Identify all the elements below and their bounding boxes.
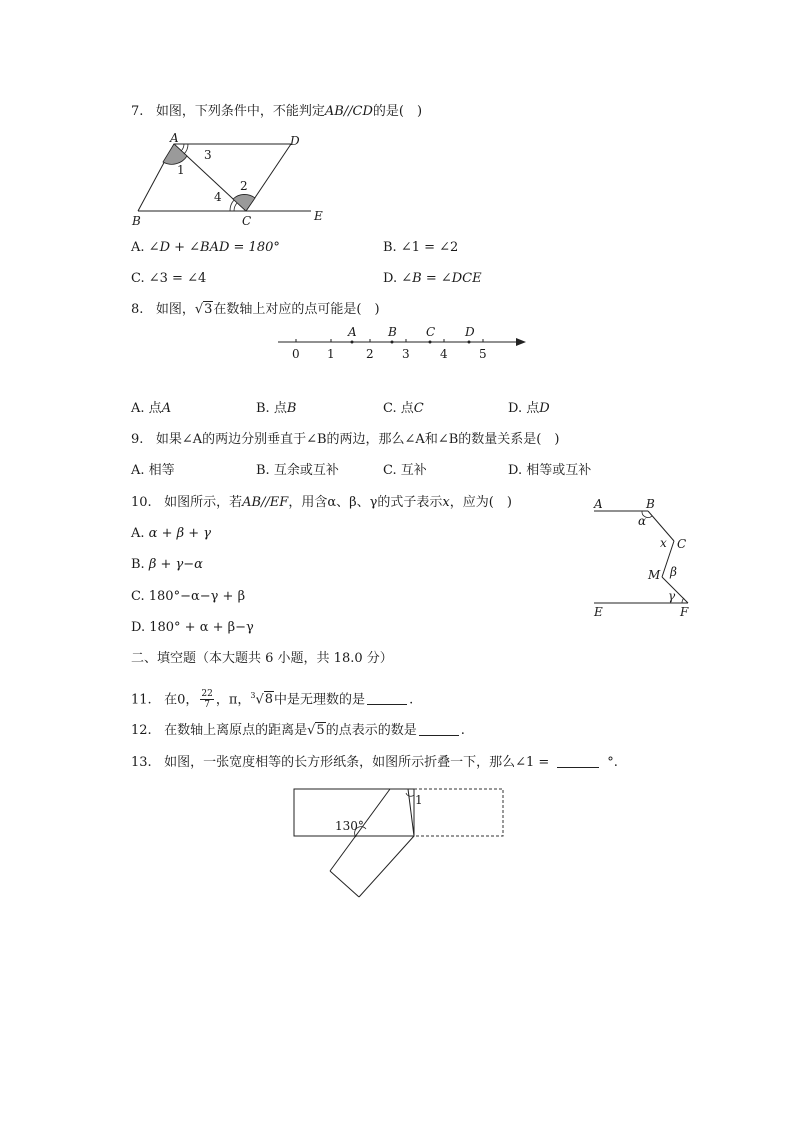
q13-figure [290,785,510,905]
q8-number: 8. [131,302,144,317]
q7-option-d-text: ∠B = ∠DCE [401,271,482,286]
q8-stem: 8. 如图，√3在数轴上对应的点可能是( ) [131,302,380,317]
q7-label-3: 3 [204,148,212,162]
q10-option-d[interactable] [131,620,254,636]
q7-option-b-text: ∠1 = ∠2 [400,240,459,255]
q8-option-d[interactable] [508,401,550,417]
q10-number: 10. [131,495,152,510]
q8-option-b[interactable] [256,401,296,417]
q9-option-a-label: A. [131,463,145,478]
q9-option-a-text: 相等 [148,463,175,478]
q9-option-a[interactable] [131,463,175,479]
q12-stem: 12. 在数轴上离原点的距离是√5的点表示的数是 . [131,723,465,738]
q8-point-label-B: B [388,325,397,339]
q7-stem-math: AB//CD [324,104,373,119]
q8-option-b-text: 点 [273,401,287,416]
q8-tick-label-2: 2 [366,347,374,361]
q10-label-A: A [594,497,603,511]
section2-title: 二、填空题（本大题共 6 小题，共 18.0 分） [131,651,393,666]
q8-point-label-C: C [426,325,436,339]
q8-tick-label-1: 1 [327,347,335,361]
q8-option-b-label: B. [256,401,270,416]
q9-option-c[interactable] [383,463,427,479]
q9-stem [131,432,559,448]
q11-answer-blank[interactable] [367,692,407,705]
q7-label-4: 4 [214,190,222,204]
q7-option-d[interactable] [383,271,482,287]
q8-option-d-text: 点 [526,401,540,416]
q11-pre: 在0， [164,692,199,708]
q11-stem: 11. 在0， $\frac{22}{7}$ ，π，$^3$√8中是无理数的是 . [131,689,414,711]
q8-stem-pre: 如图， [155,302,195,317]
q8-option-c-point: C [413,401,424,416]
q10-option-b[interactable] [131,557,203,573]
q8-option-a-label: A. [131,401,145,416]
q9-option-b[interactable] [256,463,339,479]
q8-tick-label-5: 5 [479,347,487,361]
q8-option-c-text: 点 [400,401,414,416]
q10-stem-math: AB//EF [242,495,289,510]
q11-fraction [200,689,213,710]
q7-option-a-label: A. [131,240,145,255]
q8-point-label-A: A [348,325,357,339]
q7-label-1: 1 [177,163,185,177]
q10-stem-x: x [442,495,450,510]
q8-option-a-text: 点 [148,401,162,416]
q11-root-val: 8 [264,692,274,708]
q10-option-a-label: A. [131,526,145,541]
q8-option-c[interactable] [383,401,424,417]
q12-end: . [460,723,465,738]
q7-option-b-label: B. [383,240,397,255]
q7-stem-a: 如图，下列条件中，不能判定 [155,104,325,119]
q11-frac-num: 22 [201,689,213,700]
q10-stem-b: ，用含α、β、γ的式子表示 [288,495,443,510]
q11-end: . [409,692,414,708]
q8-tick-label-4: 4 [440,347,448,361]
q8-option-c-label: C. [383,401,397,416]
q13-label-1: 1 [415,793,423,807]
q7-label-A: A [170,131,179,145]
q7-label-B: B [132,214,141,228]
q8-option-d-label: D. [508,401,523,416]
q8-point-label-D: D [465,325,475,339]
q8-tick-label-0: 0 [292,347,300,361]
q8-point-A [351,341,354,344]
q10-label-M: M [648,568,661,582]
q10-label-beta: β [670,565,677,579]
q7-figure [128,130,338,230]
q13-text: 如图，一张宽度相等的长方形纸条，如图所示折叠一下，那么∠1 = [164,755,550,770]
q8-option-a-point: A [161,401,172,416]
q8-point-D [468,341,471,344]
q11-mid: ，π， [215,692,251,708]
q12-pre: 在数轴上离原点的距离是 [164,723,308,738]
q10-option-b-text: β + γ−α [148,557,203,572]
q10-stem-a: 如图所示，若 [164,495,243,510]
q8-number-line [270,322,530,367]
q9-option-b-text: 互余或互补 [273,463,339,478]
q10-stem-c: ，应为( ) [449,495,512,510]
q10-label-B: B [646,497,655,511]
q8-option-d-point: D [539,401,550,416]
q10-option-b-label: B. [131,557,145,572]
q11-post: 中是无理数的是 [274,692,366,708]
q10-stem [131,495,512,511]
q7-option-a-text: ∠D + ∠BAD = 180° [148,240,280,255]
q10-label-C: C [677,537,687,551]
q7-option-b[interactable] [383,240,458,256]
q9-option-c-text: 互补 [400,463,427,478]
q9-stem-text: 如果∠A的两边分别垂直于∠B的两边，那么∠A和∠B的数量关系是( ) [155,432,560,447]
q10-option-d-label: D. [131,620,146,635]
q10-option-c-label: C. [131,589,145,604]
q13-stem [131,755,618,771]
q8-option-b-point: B [286,401,297,416]
q8-stem-post: 在数轴上对应的点可能是( ) [213,302,380,317]
q7-label-D: D [290,134,300,148]
q10-option-a-text: α + β + γ [148,526,212,541]
q7-option-d-label: D. [383,271,398,286]
q12-root-val: 5 [316,723,325,738]
q7-option-a[interactable] [131,240,280,256]
q7-stem-b: 的是( ) [372,104,423,119]
q10-label-alpha: α [638,514,647,528]
q9-option-d-label: D. [508,463,523,478]
q7-option-c-text: ∠3 = ∠4 [148,271,207,286]
q11-frac-den: 7 [204,700,210,711]
q13-answer-blank[interactable] [557,755,599,768]
q7-option-c[interactable] [131,271,206,287]
q8-stem-root: 3 [204,302,213,317]
q11-root-index: 3 [250,691,256,700]
q13-label-130: 130° [335,819,364,833]
q7-label-C: C [242,214,252,228]
q9-option-b-label: B. [256,463,270,478]
q8-point-C [429,341,432,344]
q10-option-a[interactable] [131,526,211,542]
q9-option-d[interactable] [508,463,591,479]
q12-post: 的点表示的数是 [325,723,417,738]
q12-answer-blank[interactable] [419,723,459,736]
q8-point-B [391,341,394,344]
q10-figure [590,495,700,625]
q12-number: 12. [131,723,152,738]
q9-option-d-text: 相等或互补 [526,463,592,478]
q7-option-c-label: C. [131,271,145,286]
q10-label-gamma: γ [668,589,676,603]
q7-label-E: E [314,209,323,223]
q7-stem [131,104,422,120]
q8-tick-label-3: 3 [402,347,410,361]
q10-option-c-text: 180°−α−γ + β [148,589,246,604]
q7-label-2: 2 [240,179,248,193]
q11-number: 11. [131,692,152,708]
q13-number: 13. [131,755,152,770]
q10-option-c[interactable] [131,589,245,605]
q7-number: 7. [131,104,144,119]
q10-label-x: x [660,536,667,550]
q9-number: 9. [131,432,144,447]
q13-end: °. [607,755,618,770]
q9-option-c-label: C. [383,463,397,478]
q10-label-E: E [594,605,603,619]
q10-option-d-text: 180° + α + β−γ [149,620,254,635]
q8-option-a[interactable] [131,401,171,417]
q10-label-F: F [680,605,689,619]
